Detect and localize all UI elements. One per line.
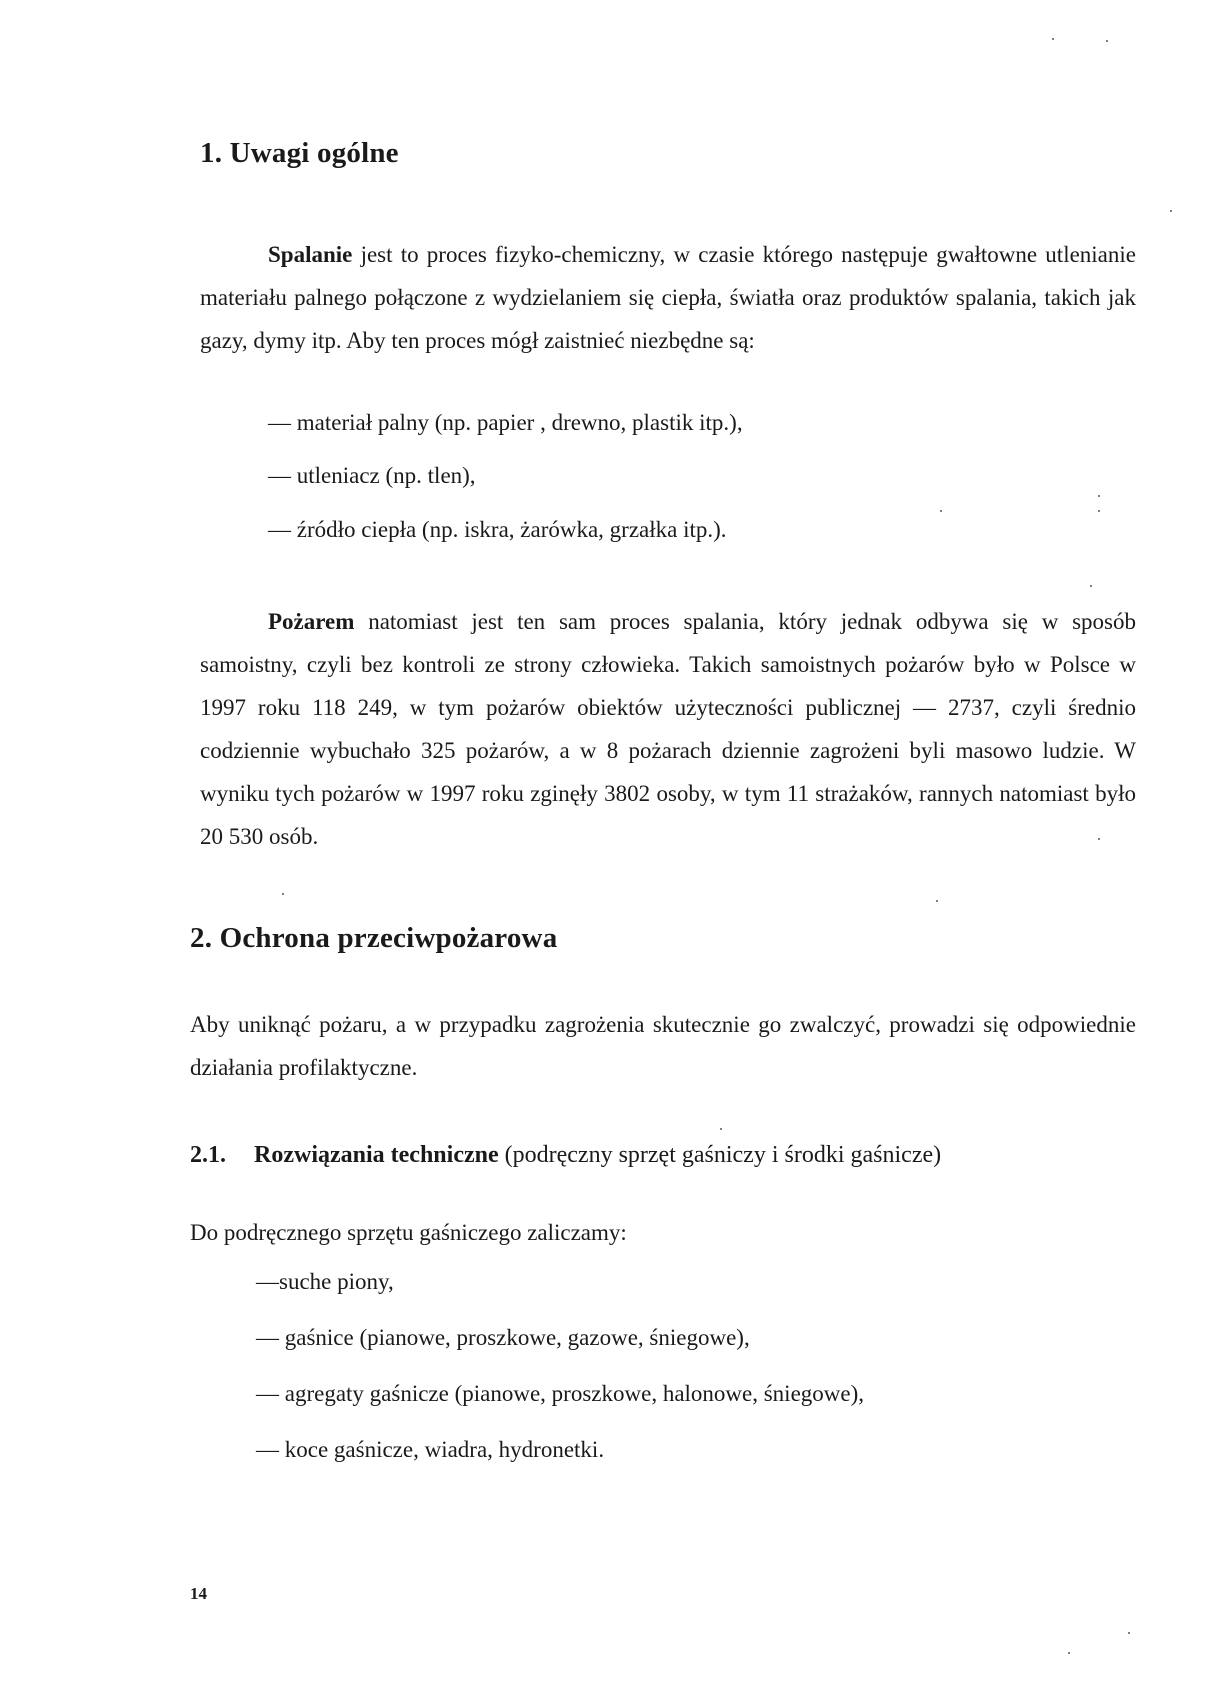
section-2-intro: Aby uniknąć pożaru, a w przypadku zagrożenia skutecznie go zwalczyć, prowadzi się odpowiednie działania profilaktyczne.	[190, 1012, 1136, 1080]
list-item: —suche piony,	[256, 1269, 394, 1294]
scan-speck	[1106, 40, 1108, 42]
scan-speck	[940, 510, 942, 512]
list-item: — gaśnice (pianowe, proszkowe, gazowe, śniegowe),	[256, 1325, 750, 1350]
paragraph-2-text: natomiast jest ten sam proces spalania, który jednak odbywa się w sposób samoistny, czyli bez kontroli ze strony człowieka. Takich samoistnych pożarów było w Polsce w 1997 roku 118 249, w tym pożarów obiektów użyteczności publicznej — 2737, czyli średnio codziennie wybuchało 325 pożarów, a w 8 pożarach dziennie zagrożeni byli masowo ludzie. W wyniku tych pożarów w 1997 roku zginęły 3802 osoby, w tym 11 strażaków, rannych natomiast było 20 530 osób.	[200, 609, 1136, 849]
scan-speck	[936, 900, 938, 902]
scan-speck	[1098, 838, 1100, 840]
section-2-heading: 2. Ochrona przeciwpożarowa	[190, 922, 558, 954]
scan-speck	[1098, 495, 1100, 497]
subsection-number: 2.1.	[190, 1142, 226, 1168]
term-spalanie: Spalanie	[268, 242, 353, 267]
section-1-heading: 1. Uwagi ogólne	[200, 137, 399, 169]
scan-speck	[1090, 585, 1092, 587]
scan-speck	[282, 893, 284, 895]
scan-speck	[1052, 38, 1054, 40]
subsection-subtitle: (podręczny sprzęt gaśniczy i środki gaśnicze)	[498, 1142, 942, 1168]
scan-speck	[1068, 1652, 1070, 1654]
subsection-title: Rozwiązania techniczne	[254, 1142, 499, 1168]
equipment-intro: Do podręcznego sprzętu gaśniczego zaliczamy:	[190, 1220, 627, 1245]
subsection-2-1-heading	[190, 1142, 941, 1169]
section-1-paragraph-1	[200, 233, 1136, 362]
combustion-conditions-list	[268, 410, 743, 543]
page-number: 14	[190, 1584, 207, 1603]
list-item: — źródło ciepła (np. iskra, żarówka, grzałka itp.).	[268, 517, 727, 542]
paragraph-1-text: jest to proces fizyko-chemiczny, w czasie którego następuje gwałtowne utlenianie materiału palnego połączone z wydzielaniem się ciepła, światła oraz produktów spalania, takich jak gazy, dymy itp. Aby ten proces mógł zaistnieć niezbędne są:	[200, 242, 1136, 353]
list-item: — utleniacz (np. tlen),	[268, 463, 476, 488]
list-item: — agregaty gaśnicze (pianowe, proszkowe, halonowe, śniegowe),	[256, 1381, 865, 1406]
scan-speck	[1098, 510, 1100, 512]
term-pozarem: Pożarem	[268, 609, 355, 634]
scan-speck	[1128, 1632, 1130, 1634]
scan-speck	[720, 1128, 722, 1130]
list-item: — koce gaśnicze, wiadra, hydronetki.	[256, 1437, 605, 1462]
scan-speck	[1170, 210, 1172, 212]
list-item: — materiał palny (np. papier , drewno, plastik itp.),	[268, 410, 743, 435]
extinguishing-equipment-list	[256, 1269, 864, 1463]
section-1-paragraph-2	[200, 600, 1136, 858]
